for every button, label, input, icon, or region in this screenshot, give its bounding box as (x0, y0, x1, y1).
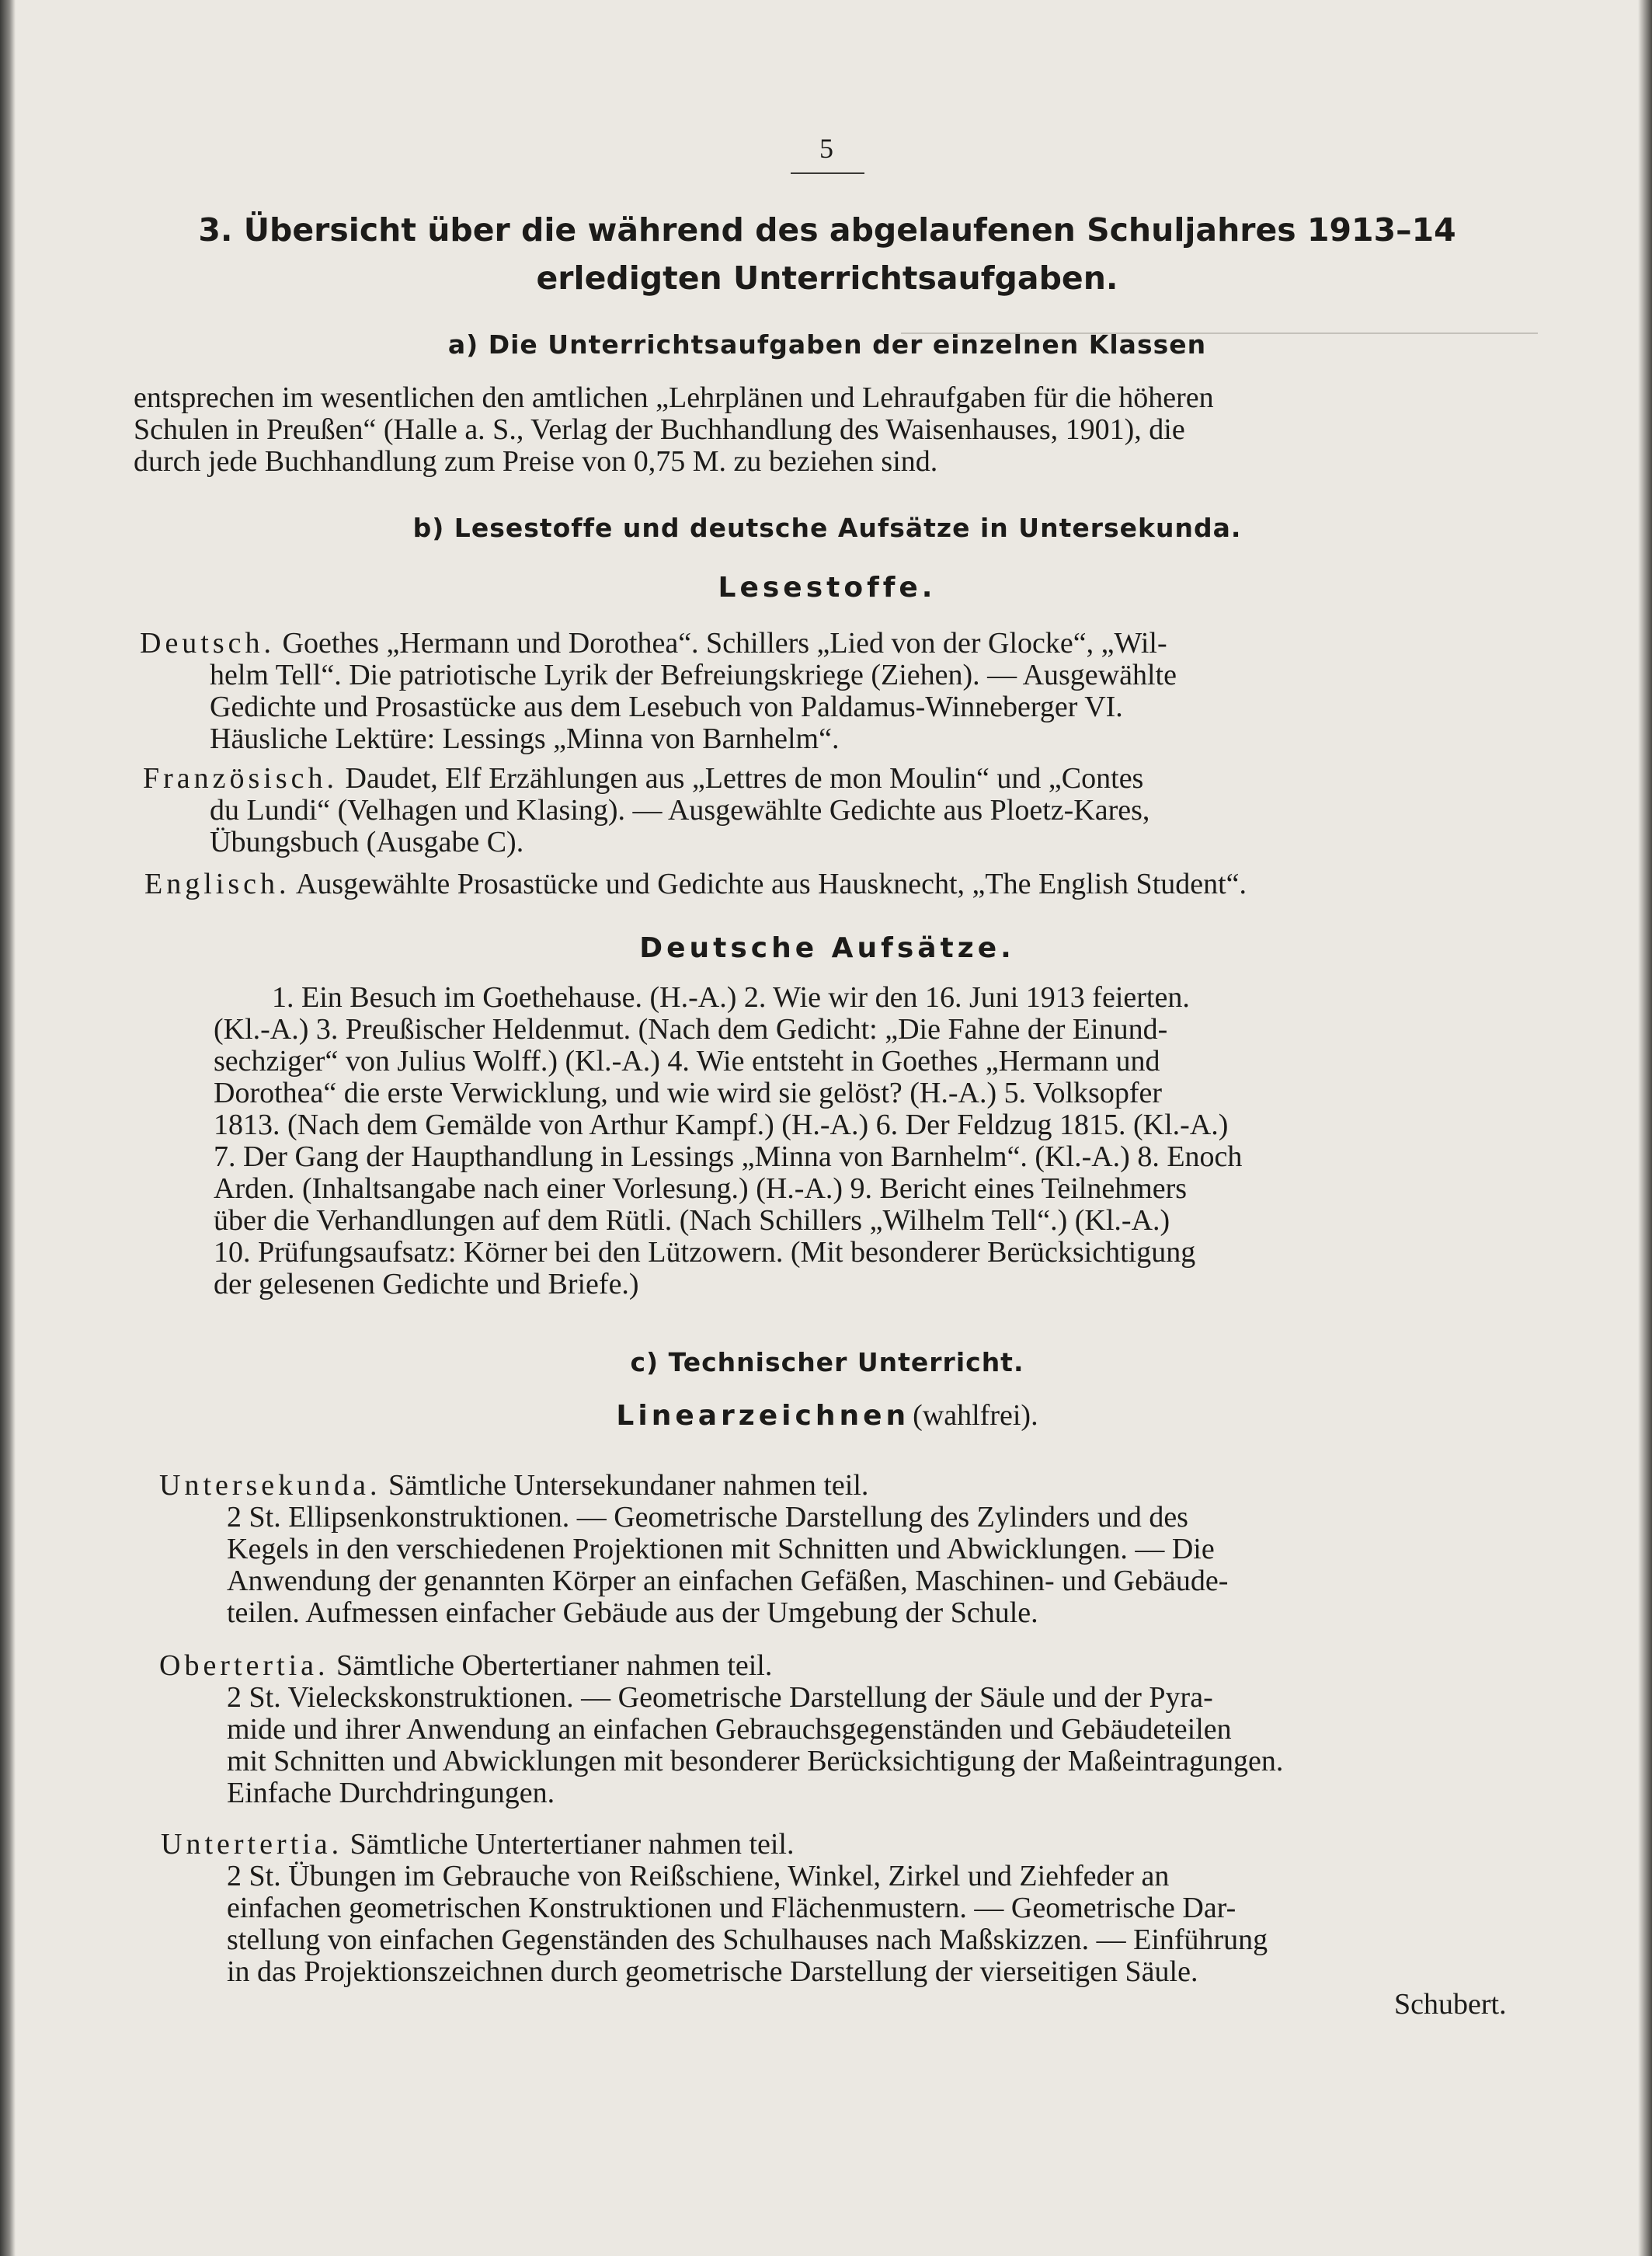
obertertia-line: mit Schnitten und Abwicklungen mit besonderer Berücksichtigung der Maßeintragungen. (227, 1745, 1284, 1777)
linearzeichnen-note: (wahlfrei). (913, 1399, 1038, 1432)
section-a-line: entsprechen im wesentlichen den amtlichen „Lehrplänen und Lehraufgaben für die höheren (134, 381, 1214, 414)
untertertia-label: Untertertia. (161, 1828, 343, 1861)
obertertia-text: Sämtliche Obertertianer nahmen teil. (336, 1649, 773, 1682)
englisch-label: Englisch. (144, 868, 290, 900)
untersekunda-entry (159, 1468, 868, 1502)
deutsch-entry (140, 626, 1167, 660)
aufsatz-line: (Kl.-A.) 3. Preußischer Heldenmut. (Nach dem Gedicht: „Die Fahne der Einund- (214, 1013, 1168, 1046)
section-a-title: a) Die Unterrichtsaufgaben der einzelnen Klassen (447, 329, 1207, 360)
main-heading-line2: erledigten Unterrichtsaufgaben. (536, 259, 1118, 297)
aufsatz-line: über die Verhandlungen auf dem Rütli. (Nach Schillers „Wilhelm Tell“.) (Kl.-A.) (214, 1204, 1170, 1237)
aufsaetze-heading: Deutsche Aufsätze. (639, 932, 1015, 964)
franzoesisch-text: Daudet, Elf Erzählungen aus „Lettres de mon Moulin“ und „Contes (345, 762, 1144, 795)
untersekunda-line: 2 St. Ellipsenkonstruktionen. — Geometrische Darstellung des Zylinders und des (227, 1501, 1188, 1534)
page-number-rule (791, 172, 864, 174)
aufsatz-line: der gelesenen Gedichte und Briefe.) (214, 1268, 639, 1300)
untertertia-line: stellung von einfachen Gegenständen des Schulhauses nach Maßskizzen. — Einführung (227, 1924, 1268, 1956)
deutsch-label: Deutsch. (140, 627, 276, 660)
aufsatz-line: sechziger“ von Julius Wolff.) (Kl.-A.) 4. Wie entsteht in Goethes „Hermann und (214, 1045, 1160, 1078)
franzoesisch-label: Französisch. (143, 762, 339, 795)
signature: Schubert. (1394, 1988, 1507, 2021)
untersekunda-line: teilen. Aufmessen einfacher Gebäude aus der Umgebung der Schule. (227, 1596, 1038, 1629)
page-number: 5 (819, 133, 833, 164)
page-edge-shadow (1638, 0, 1652, 2256)
obertertia-line: mide und ihrer Anwendung an einfachen Gebrauchsgegenständen und Gebäudeteilen (227, 1713, 1232, 1746)
aufsatz-line: 10. Prüfungsaufsatz: Körner bei den Lützowern. (Mit besonderer Berücksichtigung (214, 1236, 1196, 1269)
obertertia-line: 2 St. Vieleckskonstruktionen. — Geometrische Darstellung der Säule und der Pyra- (227, 1681, 1213, 1714)
englisch-text: Ausgewählte Prosastücke und Gedichte aus Hausknecht, „The English Student“. (295, 868, 1247, 900)
untertertia-line: einfachen geometrischen Konstruktionen und Flächenmustern. — Geometrische Dar- (227, 1892, 1236, 1924)
franzoesisch-line: du Lundi“ (Velhagen und Klasing). — Ausgewählte Gedichte aus Ploetz-Kares, (210, 794, 1150, 827)
section-c-title: c) Technischer Unterricht. (630, 1347, 1024, 1377)
franzoesisch-entry (143, 761, 1143, 796)
deutsch-line: Häusliche Lektüre: Lessings „Minna von Barnhelm“. (210, 722, 840, 755)
untertertia-text: Sämtliche Untertertianer nahmen teil. (350, 1828, 795, 1861)
aufsatz-line: Dorothea“ die erste Verwicklung, und wie wird sie gelöst? (H.-A.) 5. Volksopfer (214, 1077, 1162, 1109)
lesestoffe-heading: Lesestoffe. (718, 572, 937, 604)
untersekunda-line: Kegels in den verschiedenen Projektionen mit Schnitten und Abwicklungen. — Die (227, 1533, 1215, 1565)
obertertia-label: Obertertia. (159, 1649, 329, 1682)
aufsatz-line: 7. Der Gang der Haupthandlung in Lessings „Minna von Barnhelm“. (Kl.-A.) 8. Enoch (214, 1140, 1243, 1173)
franzoesisch-line: Übungsbuch (Ausgabe C). (210, 826, 524, 858)
untersekunda-text: Sämtliche Untersekundaner nahmen teil. (388, 1469, 869, 1502)
aufsatz-line: 1813. (Nach dem Gemälde von Arthur Kampf.) (H.-A.) 6. Der Feldzug 1815. (Kl.-A.) (214, 1109, 1229, 1141)
untertertia-entry (161, 1827, 795, 1861)
englisch-entry (144, 867, 1247, 901)
section-b-title: b) Lesestoffe und deutsche Aufsätze in Untersekunda. (412, 513, 1242, 543)
linearzeichnen-title: Linearzeichnen (616, 1400, 910, 1432)
deutsch-line: Gedichte und Prosastücke aus dem Lesebuch von Paldamus-Winneberger VI. (210, 691, 1123, 723)
untersekunda-label: Untersekunda. (159, 1469, 381, 1502)
obertertia-line: Einfache Durchdringungen. (227, 1777, 555, 1809)
untertertia-line: in das Projektionszeichnen durch geometrische Darstellung der vierseitigen Säule. (227, 1955, 1198, 1988)
aufsatz-line: 1. Ein Besuch im Goethehause. (H.-A.) 2. Wie wir den 16. Juni 1913 feierten. (272, 981, 1190, 1014)
main-heading-line1: 3. Übersicht über die während des abgelaufenen Schuljahres 1913–14 (198, 211, 1456, 249)
linearzeichnen-heading (117, 1398, 1538, 1433)
obertertia-entry (159, 1648, 772, 1683)
deutsch-line: helm Tell“. Die patriotische Lyrik der Befreiungskriege (Ziehen). — Ausgewählte (210, 659, 1177, 691)
untertertia-line: 2 St. Übungen im Gebrauche von Reißschiene, Winkel, Zirkel und Ziehfeder an (227, 1860, 1170, 1892)
page-binding-shadow (0, 0, 16, 2256)
untersekunda-line: Anwendung der genannten Körper an einfachen Gefäßen, Maschinen- und Gebäude- (227, 1565, 1229, 1597)
aufsatz-line: Arden. (Inhaltsangabe nach einer Vorlesung.) (H.-A.) 9. Bericht eines Teilnehmers (214, 1172, 1188, 1205)
deutsch-text: Goethes „Hermann und Dorothea“. Schillers „Lied von der Glocke“, „Wil- (282, 627, 1167, 660)
section-a-line: Schulen in Preußen“ (Halle a. S., Verlag der Buchhandlung des Waisenhauses, 1901), die (134, 413, 1185, 446)
section-a-line: durch jede Buchhandlung zum Preise von 0,75 M. zu beziehen sind. (134, 445, 938, 478)
